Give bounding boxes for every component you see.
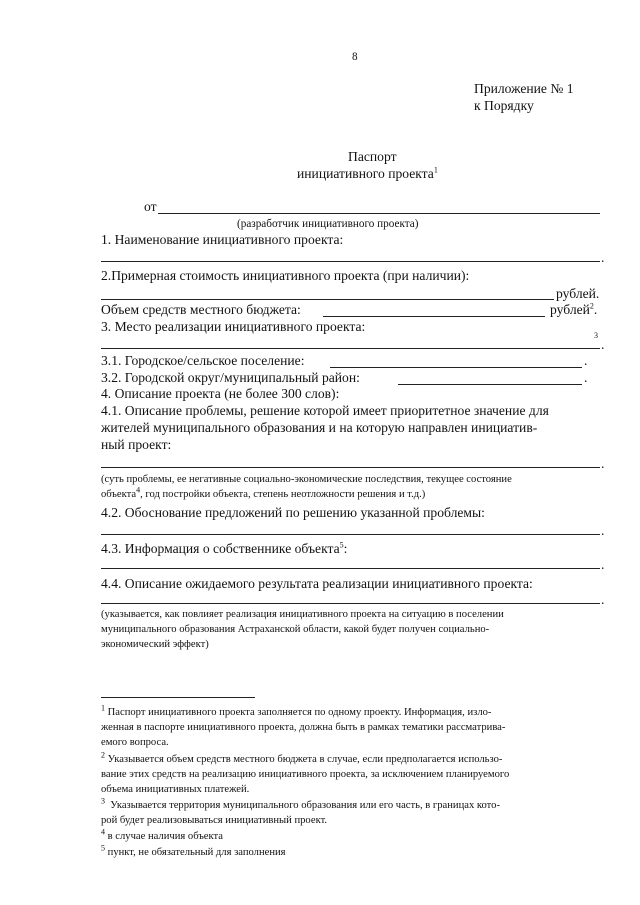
section-1-heading: 1. Наименование инициативного проекта: (101, 232, 344, 247)
problem-note-line2 (101, 487, 425, 503)
footnote-1-line3: емого вопроса. (101, 737, 169, 748)
footnote-2-text: Указывается объем средств местного бюджета в случае, если предполагается использо- (107, 754, 503, 765)
local-budget-unit-text: рублей (550, 302, 590, 317)
document-subtitle (297, 166, 438, 182)
project-name-field-line[interactable] (101, 261, 600, 262)
from-label: от (144, 199, 157, 214)
local-budget-label: Объем средств местного бюджета: (101, 302, 301, 317)
period-mark: . (601, 456, 605, 471)
footnote-3-mark: 3 (101, 796, 105, 806)
period-mark: . (601, 523, 605, 538)
footnote-1-line2: женная в паспорте инициативного проекта, должна быть в рамках тематики рассматрива- (101, 722, 506, 733)
footnote-2-line1 (101, 752, 502, 768)
result-field-line[interactable] (101, 603, 600, 604)
footnote-3-line2: рой будет реализовываться инициативный проект. (101, 815, 328, 826)
section-3-heading: 3. Место реализации инициативного проекта: (101, 319, 366, 334)
justification-field-line[interactable] (101, 534, 600, 535)
page-number: 8 (352, 51, 358, 63)
section-4-3-text: 4.3. Информация о собственнике объекта (101, 541, 340, 556)
period-mark: . (601, 250, 605, 265)
section-4-1-line2: жителей муниципального образования и на которую направлен инициатив- (101, 420, 538, 435)
footnote-ref-1: 1 (433, 165, 438, 175)
footnote-4-text: в случае наличия объекта (107, 831, 223, 842)
footnote-3-text: Указывается территория муниципального образования или его часть, в границах кото- (110, 800, 500, 811)
section-4-4-heading: 4.4. Описание ожидаемого результата реализации инициативного проекта: (101, 576, 533, 591)
result-note-line1: (указывается, как повлияет реализация инициативного проекта на ситуацию в поселении (101, 609, 504, 620)
footnote-1-text: Паспорт инициативного проекта заполняется по одному проекту. Информация, изло- (107, 707, 492, 718)
district-field-line[interactable] (398, 384, 582, 385)
appendix-order: к Порядку (474, 98, 534, 113)
period-mark: . (601, 337, 605, 352)
period-mark: . (601, 592, 605, 607)
period-mark: . (584, 353, 588, 368)
rubles-unit: рублей. (556, 286, 600, 301)
footnote-1-line1 (101, 705, 491, 721)
footnote-5-mark: 5 (101, 843, 105, 853)
footnote-2-mark: 2 (101, 750, 105, 760)
footnote-ref-5: 5 (339, 540, 344, 550)
developer-field-line[interactable] (158, 213, 600, 214)
section-3-1-label: 3.1. Городское/сельское поселение: (101, 353, 305, 368)
footnote-1-mark: 1 (101, 703, 105, 713)
section-4-2-heading: 4.2. Обоснование предложений по решению указанной проблемы: (101, 505, 485, 520)
problem-field-line[interactable] (101, 467, 600, 468)
footnote-2-line2: вание этих средств на реализацию инициативного проекта, за исключением планируемого (101, 769, 510, 780)
footnote-3-line1 (101, 798, 500, 814)
document-title: Паспорт (348, 149, 397, 164)
footnote-2-line3: объема инициативных платежей. (101, 784, 250, 795)
result-note-line3: экономический эффект) (101, 639, 209, 650)
local-budget-field-line[interactable] (323, 316, 545, 317)
footnote-4-mark: 4 (101, 827, 105, 837)
appendix-label: Приложение № 1 (474, 81, 574, 96)
footnote-5-text: пункт, не обязательный для заполнения (107, 847, 286, 858)
subtitle-text: инициативного проекта (297, 166, 434, 181)
problem-note-object: объекта (101, 489, 137, 500)
footnote-4 (101, 829, 223, 845)
section-4-1-line1: 4.1. Описание проблемы, решение которой имеет приоритетное значение для (101, 403, 549, 418)
local-budget-unit: рублей$^2$. (550, 301, 598, 317)
result-note-line2: муниципального образования Астраханской области, какой будет получен социально- (101, 624, 490, 635)
problem-note-line1: (суть проблемы, ее негативные социально-экономические последствия, текущее состояние (101, 474, 512, 485)
footnote-separator (101, 697, 255, 698)
footnote-ref-2: 2 (589, 301, 594, 311)
section-3-2-label: 3.2. Городской округ/муниципальный район: (101, 370, 360, 385)
section-4-heading: 4. Описание проекта (не более 300 слов): (101, 386, 340, 401)
footnote-ref-3: 3 (594, 331, 598, 340)
section-4-1-line3: ный проект: (101, 437, 172, 452)
settlement-field-line[interactable] (330, 367, 582, 368)
owner-field-line[interactable] (101, 568, 600, 569)
footnote-5 (101, 845, 286, 861)
developer-caption: (разработчик инициативного проекта) (237, 218, 419, 230)
cost-field-line[interactable] (101, 299, 554, 300)
section-4-3-heading: 4.3. Информация о собственнике объекта$^5$: (101, 540, 348, 556)
location-field-line[interactable] (101, 348, 600, 349)
footnote-ref-4: 4 (136, 485, 141, 495)
period-mark: . (584, 370, 588, 385)
period-mark: . (601, 557, 605, 572)
section-2-heading: 2.Примерная стоимость инициативного проекта (при наличии): (101, 268, 470, 283)
problem-note-rest: , год постройки объекта, степень неотложности решения и т.д.) (140, 489, 426, 500)
